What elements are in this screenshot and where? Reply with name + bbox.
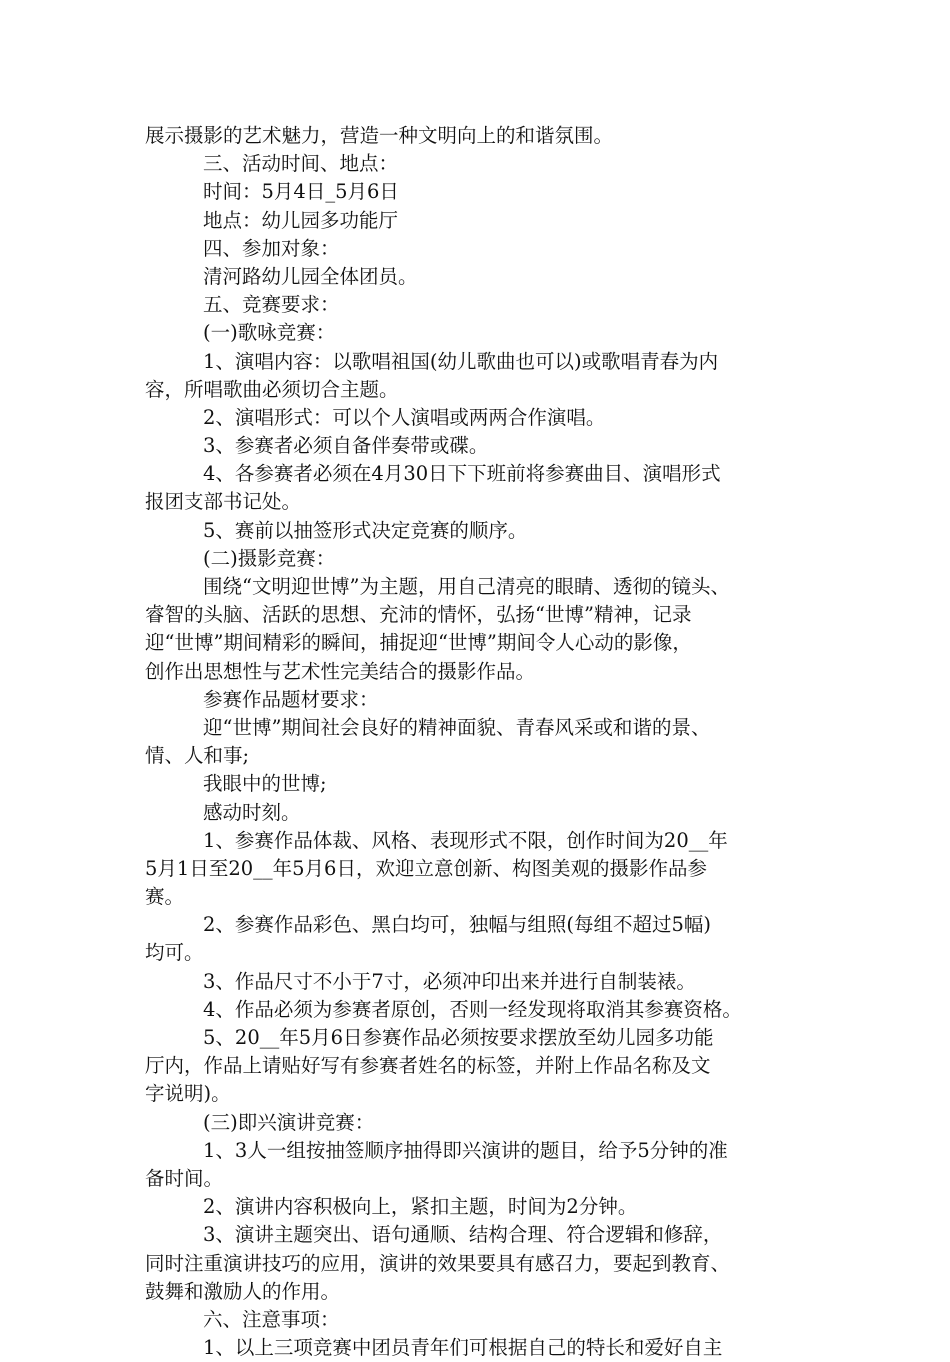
- paragraph-line: 展示摄影的艺术魅力，营造一种文明向上的和谐氛围。: [145, 124, 614, 147]
- paragraph-line: 五、竞赛要求：: [203, 293, 340, 317]
- paragraph-line: 3、演讲主题突出、语句通顺、结构合理、符合逻辑和修辞，: [203, 1223, 723, 1247]
- paragraph-line: 1、参赛作品体裁、风格、表现形式不限，创作时间为20__年: [203, 828, 728, 852]
- paragraph-line: 迎“世博”期间精彩的瞬间，捕捉迎“世博”期间令人心动的影像，: [145, 631, 692, 655]
- paragraph-line: 六、注意事项：: [203, 1307, 340, 1331]
- paragraph-line: 围绕“文明迎世博”为主题，用自己清亮的眼睛、透彻的镜头、: [203, 575, 730, 598]
- paragraph-line: 1、以上三项竞赛中团员青年们可根据自己的特长和爱好自主: [203, 1336, 723, 1360]
- paragraph-line: 5月1日至20__年5月6日，欢迎立意创新、构图美观的摄影作品参: [145, 856, 707, 880]
- paragraph-line: (二)摄影竞赛：: [203, 546, 336, 570]
- paragraph-line: 创作出思想性与艺术性完美结合的摄影作品。: [145, 659, 536, 683]
- paragraph-line: 我眼中的世博;: [203, 772, 327, 796]
- paragraph-line: 5、20__年5月6日参赛作品必须按要求摆放至幼儿园多功能: [203, 1026, 714, 1049]
- paragraph-line: 5、赛前以抽签形式决定竞赛的顺序。: [203, 518, 528, 542]
- paragraph-line: 3、参赛者必须自备伴奏带或碟。: [203, 434, 489, 458]
- paragraph-line: (一)歌咏竞赛：: [203, 321, 336, 345]
- paragraph-line: 容，所唱歌曲必须切合主题。: [145, 377, 399, 401]
- paragraph-line: 时间：5月4日_5月6日: [203, 180, 399, 204]
- paragraph-line: 4、作品必须为参赛者原创，否则一经发现将取消其参赛资格。: [203, 997, 742, 1021]
- paragraph-line: 2、参赛作品彩色、黑白均可，独幅与组照(每组不超过5幅): [203, 913, 712, 937]
- paragraph-line: 字说明)。: [145, 1082, 231, 1106]
- paragraph-line: 睿智的头脑、活跃的思想、充沛的情怀，弘扬“世博”精神，记录: [145, 603, 692, 627]
- paragraph-line: 赛。: [145, 885, 185, 909]
- paragraph-line: 2、演唱形式：可以个人演唱或两两合作演唱。: [203, 405, 606, 429]
- paragraph-line: 情、人和事;: [145, 744, 250, 768]
- paragraph-line: 1、演唱内容：以歌唱祖国(幼儿歌曲也可以)或歌唱青春为内: [203, 349, 719, 373]
- paragraph-line: 报团支部书记处。: [145, 490, 302, 514]
- paragraph-line: 四、参加对象：: [203, 236, 340, 260]
- paragraph-line: 备时间。: [145, 1166, 224, 1190]
- paragraph-line: 参赛作品题材要求：: [203, 687, 379, 711]
- paragraph-line: 鼓舞和激励人的作用。: [145, 1279, 341, 1303]
- paragraph-line: 感动时刻。: [203, 800, 301, 824]
- paragraph-line: 4、各参赛者必须在4月30日下下班前将参赛曲目、演唱形式: [203, 462, 721, 486]
- paragraph-line: (三)即兴演讲竞赛：: [203, 1110, 375, 1134]
- document-body: [145, 122, 815, 1362]
- paragraph-line: 厅内，作品上请贴好写有参赛者姓名的标签，并附上作品名称及文: [145, 1054, 711, 1078]
- paragraph-line: 清河路幼儿园全体团员。: [203, 264, 418, 288]
- paragraph-line: 迎“世博”期间社会良好的精神面貌、青春风采或和谐的景、: [203, 715, 711, 739]
- paragraph-line: 同时注重演讲技巧的应用，演讲的效果要具有感召力，要起到教育、: [145, 1251, 731, 1275]
- paragraph-line: 2、演讲内容积极向上，紧扣主题，时间为2分钟。: [203, 1195, 638, 1219]
- paragraph-line: 地点：幼儿园多功能厅: [203, 208, 399, 232]
- paragraph-line: 3、作品尺寸不小于7寸，必须冲印出来并进行自制装裱。: [203, 969, 696, 993]
- paragraph-line: 1、3人一组按抽签顺序抽得即兴演讲的题目，给予5分钟的准: [203, 1138, 728, 1162]
- paragraph-line: 三、活动时间、地点：: [203, 152, 399, 176]
- paragraph-line: 均可。: [145, 941, 204, 965]
